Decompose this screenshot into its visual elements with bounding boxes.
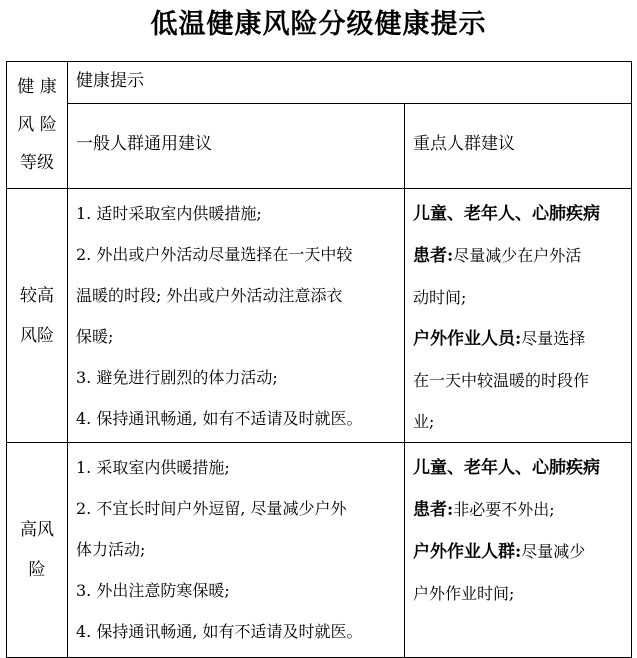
- advice-line: 2. 不宜长时间户外逗留, 尽量减少户外: [76, 499, 347, 518]
- key-advice-cell: [405, 443, 632, 658]
- key-group-label: 户外作业人员:: [413, 329, 522, 349]
- advice-line: 1. 适时采取室内供暖措施;: [76, 204, 262, 223]
- header-level-line: 健 康: [17, 77, 57, 97]
- risk-level-line: 高风: [20, 520, 54, 540]
- table-header-row: [7, 62, 632, 104]
- advice-line: 3. 避免进行剧烈的体力活动;: [76, 368, 278, 387]
- risk-level-cell: [7, 443, 68, 658]
- header-level-line: 等级: [20, 153, 54, 173]
- key-advice-cell: [405, 189, 632, 443]
- key-advice-text: 非必要不外出;: [453, 500, 555, 519]
- risk-level-line: 风险: [20, 325, 54, 346]
- header-level-cell: [7, 62, 68, 189]
- advice-line: 体力活动;: [76, 540, 146, 559]
- key-advice-text: 在一天中较温暖的时段作: [413, 371, 590, 390]
- key-group-label: 儿童、老年人、心肺疾病: [413, 458, 600, 478]
- key-group-label: 儿童、老年人、心肺疾病: [413, 204, 600, 224]
- header-level-line: 风 险: [17, 115, 57, 135]
- advice-line: 2. 外出或户外活动尽量选择在一天中较: [76, 245, 353, 264]
- advice-line: 4. 保持通讯畅通, 如有不适请及时就医。: [76, 622, 363, 641]
- advice-line: 温暖的时段; 外出或户外活动注意添衣: [76, 286, 343, 305]
- general-advice-cell: [68, 189, 405, 443]
- advice-line: 3. 外出注意防寒保暖;: [76, 581, 230, 600]
- header-key: 重点人群建议: [405, 103, 632, 188]
- advice-line: 保暖;: [76, 327, 114, 346]
- risk-level-line: 险: [28, 560, 46, 580]
- key-advice-text: 尽量减少: [521, 542, 586, 561]
- key-advice-text: 尽量减少在户外活: [453, 246, 582, 265]
- risk-level-line: 较高: [20, 285, 54, 306]
- key-group-label: 患者:: [413, 246, 454, 266]
- key-group-label: 患者:: [413, 500, 454, 520]
- table-subheader-row: [7, 103, 632, 188]
- general-advice-cell: [68, 443, 405, 658]
- header-advice: 健康提示: [68, 62, 632, 104]
- key-advice-text: 尽量选择: [521, 329, 586, 348]
- table-row: [7, 443, 632, 658]
- table-row: [7, 189, 632, 443]
- key-advice-text: 动时间;: [413, 288, 467, 307]
- risk-table: [6, 61, 632, 658]
- key-advice-text: 户外作业时间;: [413, 584, 515, 603]
- advice-line: 4. 保持通讯畅通, 如有不适请及时就医。: [76, 409, 363, 428]
- key-group-label: 户外作业人群:: [413, 542, 522, 562]
- key-advice-text: 业;: [413, 412, 435, 431]
- advice-line: 1. 采取室内供暖措施;: [76, 458, 230, 477]
- header-general: 一般人群通用建议: [68, 103, 405, 188]
- page-title: 低温健康风险分级健康提示: [150, 9, 487, 40]
- risk-level-cell: [7, 189, 68, 443]
